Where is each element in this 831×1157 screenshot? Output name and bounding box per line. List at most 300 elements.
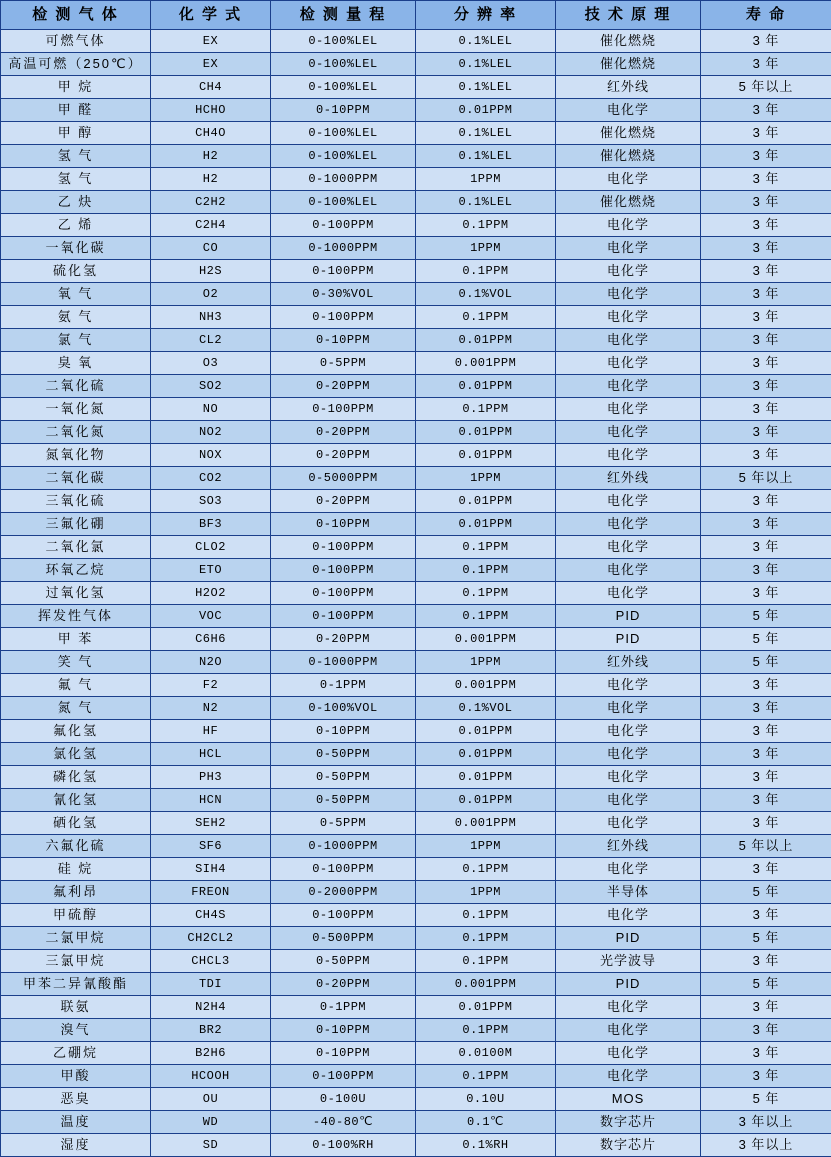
cell-gas-name: 乙 炔 <box>1 191 151 214</box>
table-row <box>1 743 831 766</box>
cell-range: 0-1000PPM <box>271 237 416 260</box>
cell-principle: PID <box>556 628 701 651</box>
table-row <box>1 1111 831 1134</box>
table-row <box>1 1019 831 1042</box>
cell-principle: 半导体 <box>556 881 701 904</box>
cell-resolution: 0.01PPM <box>416 996 556 1019</box>
cell-principle: 电化学 <box>556 329 701 352</box>
cell-lifetime: 3 年以上 <box>701 1134 831 1157</box>
cell-lifetime: 3 年 <box>701 306 831 329</box>
cell-range: 0-20PPM <box>271 628 416 651</box>
table-row <box>1 582 831 605</box>
cell-principle: 电化学 <box>556 904 701 927</box>
cell-principle: 电化学 <box>556 99 701 122</box>
cell-gas-name: 甲 醇 <box>1 122 151 145</box>
cell-gas-name: 臭 氧 <box>1 352 151 375</box>
cell-range: 0-50PPM <box>271 789 416 812</box>
cell-resolution: 0.1%LEL <box>416 76 556 99</box>
cell-principle: 电化学 <box>556 743 701 766</box>
cell-resolution: 0.1%VOL <box>416 283 556 306</box>
cell-formula: SD <box>151 1134 271 1157</box>
cell-principle: PID <box>556 605 701 628</box>
cell-principle: 电化学 <box>556 582 701 605</box>
cell-lifetime: 5 年以上 <box>701 835 831 858</box>
cell-formula: WD <box>151 1111 271 1134</box>
table-row <box>1 858 831 881</box>
cell-resolution: 0.1%LEL <box>416 145 556 168</box>
cell-lifetime: 5 年 <box>701 973 831 996</box>
table-row <box>1 122 831 145</box>
table-row <box>1 651 831 674</box>
cell-gas-name: 乙 烯 <box>1 214 151 237</box>
cell-gas-name: 氰化氢 <box>1 789 151 812</box>
cell-gas-name: 溴气 <box>1 1019 151 1042</box>
table-row <box>1 628 831 651</box>
cell-principle: 电化学 <box>556 536 701 559</box>
cell-formula: FREON <box>151 881 271 904</box>
cell-lifetime: 3 年 <box>701 99 831 122</box>
cell-formula: CL2 <box>151 329 271 352</box>
cell-range: 0-500PPM <box>271 927 416 950</box>
cell-resolution: 0.1%LEL <box>416 30 556 53</box>
cell-gas-name: 过氧化氢 <box>1 582 151 605</box>
cell-gas-name: 氟 气 <box>1 674 151 697</box>
cell-resolution: 0.1PPM <box>416 904 556 927</box>
cell-formula: NOX <box>151 444 271 467</box>
cell-resolution: 0.1PPM <box>416 1019 556 1042</box>
cell-formula: ETO <box>151 559 271 582</box>
cell-range: 0-100PPM <box>271 904 416 927</box>
cell-resolution: 0.1%LEL <box>416 53 556 76</box>
cell-range: 0-50PPM <box>271 743 416 766</box>
table-row <box>1 1134 831 1157</box>
table-row <box>1 467 831 490</box>
cell-formula: CLO2 <box>151 536 271 559</box>
cell-lifetime: 5 年 <box>701 628 831 651</box>
cell-lifetime: 3 年 <box>701 283 831 306</box>
table-row <box>1 214 831 237</box>
cell-resolution: 0.01PPM <box>416 421 556 444</box>
column-header-formula: 化 学 式 <box>151 1 271 30</box>
cell-resolution: 0.1PPM <box>416 950 556 973</box>
cell-principle: 数字芯片 <box>556 1111 701 1134</box>
cell-resolution: 0.01PPM <box>416 444 556 467</box>
cell-range: 0-10PPM <box>271 1042 416 1065</box>
cell-gas-name: 甲 醛 <box>1 99 151 122</box>
cell-lifetime: 3 年 <box>701 536 831 559</box>
cell-lifetime: 3 年 <box>701 858 831 881</box>
cell-formula: C2H2 <box>151 191 271 214</box>
cell-resolution: 0.1PPM <box>416 582 556 605</box>
cell-lifetime: 3 年 <box>701 904 831 927</box>
cell-range: 0-20PPM <box>271 375 416 398</box>
cell-principle: 电化学 <box>556 858 701 881</box>
cell-principle: 电化学 <box>556 375 701 398</box>
cell-gas-name: 三氧化硫 <box>1 490 151 513</box>
table-row <box>1 76 831 99</box>
cell-gas-name: 磷化氢 <box>1 766 151 789</box>
cell-lifetime: 3 年以上 <box>701 1111 831 1134</box>
cell-formula: HCOOH <box>151 1065 271 1088</box>
cell-range: 0-100PPM <box>271 582 416 605</box>
cell-resolution: 0.1PPM <box>416 398 556 421</box>
cell-formula: HCL <box>151 743 271 766</box>
cell-range: 0-100PPM <box>271 214 416 237</box>
cell-lifetime: 3 年 <box>701 260 831 283</box>
cell-resolution: 0.01PPM <box>416 513 556 536</box>
cell-formula: B2H6 <box>151 1042 271 1065</box>
cell-formula: TDI <box>151 973 271 996</box>
cell-range: 0-100PPM <box>271 536 416 559</box>
cell-gas-name: 氯 气 <box>1 329 151 352</box>
cell-resolution: 0.1PPM <box>416 605 556 628</box>
cell-formula: EX <box>151 53 271 76</box>
cell-resolution: 1PPM <box>416 467 556 490</box>
cell-gas-name: 联氨 <box>1 996 151 1019</box>
cell-range: 0-100PPM <box>271 398 416 421</box>
cell-lifetime: 3 年 <box>701 789 831 812</box>
cell-range: 0-100%LEL <box>271 53 416 76</box>
cell-range: 0-100U <box>271 1088 416 1111</box>
cell-resolution: 0.001PPM <box>416 812 556 835</box>
cell-lifetime: 3 年 <box>701 168 831 191</box>
cell-gas-name: 氟利昂 <box>1 881 151 904</box>
cell-range: 0-100%LEL <box>271 76 416 99</box>
cell-resolution: 0.01PPM <box>416 743 556 766</box>
cell-gas-name: 恶臭 <box>1 1088 151 1111</box>
cell-range: 0-50PPM <box>271 950 416 973</box>
cell-range: 0-1PPM <box>271 996 416 1019</box>
cell-resolution: 1PPM <box>416 237 556 260</box>
cell-gas-name: 硫化氢 <box>1 260 151 283</box>
cell-range: 0-100PPM <box>271 559 416 582</box>
cell-lifetime: 5 年以上 <box>701 76 831 99</box>
cell-principle: 电化学 <box>556 559 701 582</box>
cell-lifetime: 3 年 <box>701 398 831 421</box>
column-header-lifetime: 寿 命 <box>701 1 831 30</box>
cell-resolution: 0.1PPM <box>416 536 556 559</box>
table-row <box>1 421 831 444</box>
cell-resolution: 0.1PPM <box>416 306 556 329</box>
cell-lifetime: 3 年 <box>701 53 831 76</box>
cell-gas-name: 氢 气 <box>1 168 151 191</box>
cell-formula: CO <box>151 237 271 260</box>
table-row <box>1 1065 831 1088</box>
cell-principle: 电化学 <box>556 766 701 789</box>
table-row <box>1 30 831 53</box>
cell-principle: 电化学 <box>556 996 701 1019</box>
cell-resolution: 0.001PPM <box>416 973 556 996</box>
cell-range: 0-50PPM <box>271 766 416 789</box>
table-row <box>1 375 831 398</box>
cell-gas-name: 湿度 <box>1 1134 151 1157</box>
table-row <box>1 789 831 812</box>
cell-principle: 红外线 <box>556 467 701 490</box>
cell-principle: PID <box>556 973 701 996</box>
table-row <box>1 835 831 858</box>
cell-formula: O3 <box>151 352 271 375</box>
cell-gas-name: 氧 气 <box>1 283 151 306</box>
cell-gas-name: 甲酸 <box>1 1065 151 1088</box>
cell-range: 0-1000PPM <box>271 168 416 191</box>
cell-range: 0-100PPM <box>271 260 416 283</box>
cell-formula: PH3 <box>151 766 271 789</box>
cell-resolution: 0.10U <box>416 1088 556 1111</box>
cell-resolution: 0.0100M <box>416 1042 556 1065</box>
cell-formula: C6H6 <box>151 628 271 651</box>
cell-formula: N2 <box>151 697 271 720</box>
cell-lifetime: 3 年 <box>701 743 831 766</box>
cell-principle: 电化学 <box>556 1019 701 1042</box>
cell-range: 0-20PPM <box>271 490 416 513</box>
cell-principle: 电化学 <box>556 168 701 191</box>
column-header-resolution: 分 辨 率 <box>416 1 556 30</box>
cell-principle: 电化学 <box>556 720 701 743</box>
cell-resolution: 0.1PPM <box>416 1065 556 1088</box>
cell-range: 0-100%LEL <box>271 122 416 145</box>
cell-principle: 电化学 <box>556 421 701 444</box>
cell-formula: SO3 <box>151 490 271 513</box>
table-row <box>1 490 831 513</box>
cell-principle: 数字芯片 <box>556 1134 701 1157</box>
cell-resolution: 0.1PPM <box>416 927 556 950</box>
cell-gas-name: 二氧化氯 <box>1 536 151 559</box>
table-row <box>1 904 831 927</box>
cell-range: 0-1000PPM <box>271 651 416 674</box>
cell-formula: SIH4 <box>151 858 271 881</box>
cell-lifetime: 3 年 <box>701 559 831 582</box>
cell-range: 0-100%LEL <box>271 191 416 214</box>
cell-gas-name: 一氧化氮 <box>1 398 151 421</box>
cell-formula: F2 <box>151 674 271 697</box>
cell-lifetime: 3 年 <box>701 582 831 605</box>
cell-lifetime: 3 年 <box>701 950 831 973</box>
cell-principle: 红外线 <box>556 835 701 858</box>
cell-principle: 电化学 <box>556 237 701 260</box>
cell-range: 0-1000PPM <box>271 835 416 858</box>
cell-gas-name: 甲 苯 <box>1 628 151 651</box>
cell-gas-name: 氮 气 <box>1 697 151 720</box>
cell-lifetime: 3 年 <box>701 421 831 444</box>
table-row <box>1 559 831 582</box>
cell-principle: 电化学 <box>556 697 701 720</box>
cell-range: 0-100%LEL <box>271 30 416 53</box>
cell-range: 0-100PPM <box>271 858 416 881</box>
cell-resolution: 0.001PPM <box>416 674 556 697</box>
cell-formula: N2H4 <box>151 996 271 1019</box>
cell-gas-name: 二氧化碳 <box>1 467 151 490</box>
cell-lifetime: 3 年 <box>701 1042 831 1065</box>
cell-range: 0-5000PPM <box>271 467 416 490</box>
cell-gas-name: 二氧化硫 <box>1 375 151 398</box>
cell-formula: H2 <box>151 145 271 168</box>
cell-gas-name: 氢 气 <box>1 145 151 168</box>
cell-gas-name: 二氧化氮 <box>1 421 151 444</box>
cell-formula: NH3 <box>151 306 271 329</box>
cell-range: 0-10PPM <box>271 1019 416 1042</box>
table-row <box>1 444 831 467</box>
table-row <box>1 329 831 352</box>
table-body <box>1 30 831 1157</box>
cell-lifetime: 3 年 <box>701 191 831 214</box>
cell-lifetime: 3 年 <box>701 30 831 53</box>
cell-formula: HCN <box>151 789 271 812</box>
cell-formula: CHCL3 <box>151 950 271 973</box>
cell-principle: 电化学 <box>556 444 701 467</box>
cell-range: 0-20PPM <box>271 421 416 444</box>
cell-resolution: 0.1%LEL <box>416 122 556 145</box>
cell-formula: CH2CL2 <box>151 927 271 950</box>
cell-principle: 电化学 <box>556 398 701 421</box>
cell-principle: 电化学 <box>556 260 701 283</box>
cell-range: 0-2000PPM <box>271 881 416 904</box>
cell-lifetime: 3 年 <box>701 352 831 375</box>
table-row <box>1 812 831 835</box>
table-row <box>1 674 831 697</box>
cell-gas-name: 挥发性气体 <box>1 605 151 628</box>
table-row <box>1 260 831 283</box>
cell-lifetime: 5 年 <box>701 605 831 628</box>
cell-range: 0-5PPM <box>271 352 416 375</box>
table-row <box>1 168 831 191</box>
cell-formula: NO2 <box>151 421 271 444</box>
cell-gas-name: 三氯甲烷 <box>1 950 151 973</box>
cell-resolution: 0.01PPM <box>416 490 556 513</box>
column-header-principle: 技 术 原 理 <box>556 1 701 30</box>
cell-lifetime: 3 年 <box>701 122 831 145</box>
cell-formula: C2H4 <box>151 214 271 237</box>
cell-principle: 催化燃烧 <box>556 191 701 214</box>
cell-principle: 电化学 <box>556 1065 701 1088</box>
cell-resolution: 0.1PPM <box>416 260 556 283</box>
cell-range: 0-1PPM <box>271 674 416 697</box>
cell-lifetime: 3 年 <box>701 1019 831 1042</box>
cell-formula: SEH2 <box>151 812 271 835</box>
table-row <box>1 536 831 559</box>
cell-principle: 催化燃烧 <box>556 53 701 76</box>
cell-formula: H2 <box>151 168 271 191</box>
cell-gas-name: 温度 <box>1 1111 151 1134</box>
cell-gas-name: 高温可燃（250℃） <box>1 53 151 76</box>
cell-formula: SO2 <box>151 375 271 398</box>
table-row <box>1 191 831 214</box>
cell-gas-name: 一氧化碳 <box>1 237 151 260</box>
column-header-gas: 检 测 气 体 <box>1 1 151 30</box>
cell-gas-name: 硒化氢 <box>1 812 151 835</box>
table-row <box>1 973 831 996</box>
cell-resolution: 0.01PPM <box>416 329 556 352</box>
cell-resolution: 0.1℃ <box>416 1111 556 1134</box>
cell-resolution: 0.1PPM <box>416 559 556 582</box>
cell-lifetime: 3 年 <box>701 490 831 513</box>
table-row <box>1 881 831 904</box>
cell-lifetime: 3 年 <box>701 812 831 835</box>
cell-range: 0-100%VOL <box>271 697 416 720</box>
cell-lifetime: 3 年 <box>701 444 831 467</box>
cell-formula: BR2 <box>151 1019 271 1042</box>
cell-lifetime: 3 年 <box>701 766 831 789</box>
cell-gas-name: 二氯甲烷 <box>1 927 151 950</box>
cell-principle: 电化学 <box>556 306 701 329</box>
table-row <box>1 950 831 973</box>
cell-principle: 光学波导 <box>556 950 701 973</box>
cell-gas-name: 三氟化硼 <box>1 513 151 536</box>
cell-range: 0-30%VOL <box>271 283 416 306</box>
cell-lifetime: 5 年 <box>701 1088 831 1111</box>
cell-gas-name: 环氧乙烷 <box>1 559 151 582</box>
table-row <box>1 306 831 329</box>
cell-gas-name: 可燃气体 <box>1 30 151 53</box>
cell-principle: 电化学 <box>556 352 701 375</box>
cell-formula: CH4S <box>151 904 271 927</box>
column-header-range: 检 测 量 程 <box>271 1 416 30</box>
cell-gas-name: 甲硫醇 <box>1 904 151 927</box>
cell-resolution: 0.1PPM <box>416 214 556 237</box>
cell-lifetime: 3 年 <box>701 329 831 352</box>
cell-range: -40-80℃ <box>271 1111 416 1134</box>
cell-gas-name: 甲 烷 <box>1 76 151 99</box>
cell-range: 0-10PPM <box>271 329 416 352</box>
cell-range: 0-20PPM <box>271 973 416 996</box>
cell-principle: 催化燃烧 <box>556 122 701 145</box>
cell-lifetime: 3 年 <box>701 375 831 398</box>
table-row <box>1 398 831 421</box>
cell-principle: PID <box>556 927 701 950</box>
cell-range: 0-100PPM <box>271 605 416 628</box>
cell-formula: N2O <box>151 651 271 674</box>
cell-resolution: 0.01PPM <box>416 789 556 812</box>
cell-lifetime: 3 年 <box>701 996 831 1019</box>
cell-formula: EX <box>151 30 271 53</box>
cell-formula: O2 <box>151 283 271 306</box>
table-row <box>1 605 831 628</box>
cell-range: 0-100PPM <box>271 306 416 329</box>
cell-formula: NO <box>151 398 271 421</box>
cell-formula: BF3 <box>151 513 271 536</box>
cell-lifetime: 3 年 <box>701 513 831 536</box>
cell-resolution: 1PPM <box>416 168 556 191</box>
cell-lifetime: 3 年 <box>701 1065 831 1088</box>
cell-resolution: 0.1%LEL <box>416 191 556 214</box>
cell-range: 0-100%LEL <box>271 145 416 168</box>
table-row <box>1 237 831 260</box>
table-row <box>1 697 831 720</box>
cell-range: 0-20PPM <box>271 444 416 467</box>
table-row <box>1 53 831 76</box>
cell-gas-name: 氯化氢 <box>1 743 151 766</box>
cell-range: 0-10PPM <box>271 720 416 743</box>
table-row <box>1 996 831 1019</box>
cell-principle: 电化学 <box>556 513 701 536</box>
cell-lifetime: 3 年 <box>701 697 831 720</box>
cell-gas-name: 乙硼烷 <box>1 1042 151 1065</box>
table-row <box>1 927 831 950</box>
cell-principle: 电化学 <box>556 214 701 237</box>
cell-lifetime: 5 年 <box>701 651 831 674</box>
table-row <box>1 283 831 306</box>
cell-principle: 催化燃烧 <box>556 145 701 168</box>
cell-resolution: 0.01PPM <box>416 766 556 789</box>
cell-gas-name: 氟化氢 <box>1 720 151 743</box>
cell-formula: CH4O <box>151 122 271 145</box>
cell-lifetime: 5 年 <box>701 881 831 904</box>
cell-resolution: 0.1%RH <box>416 1134 556 1157</box>
table-row <box>1 766 831 789</box>
table-header-row <box>1 1 831 30</box>
cell-principle: MOS <box>556 1088 701 1111</box>
table-row <box>1 1042 831 1065</box>
table-row <box>1 513 831 536</box>
